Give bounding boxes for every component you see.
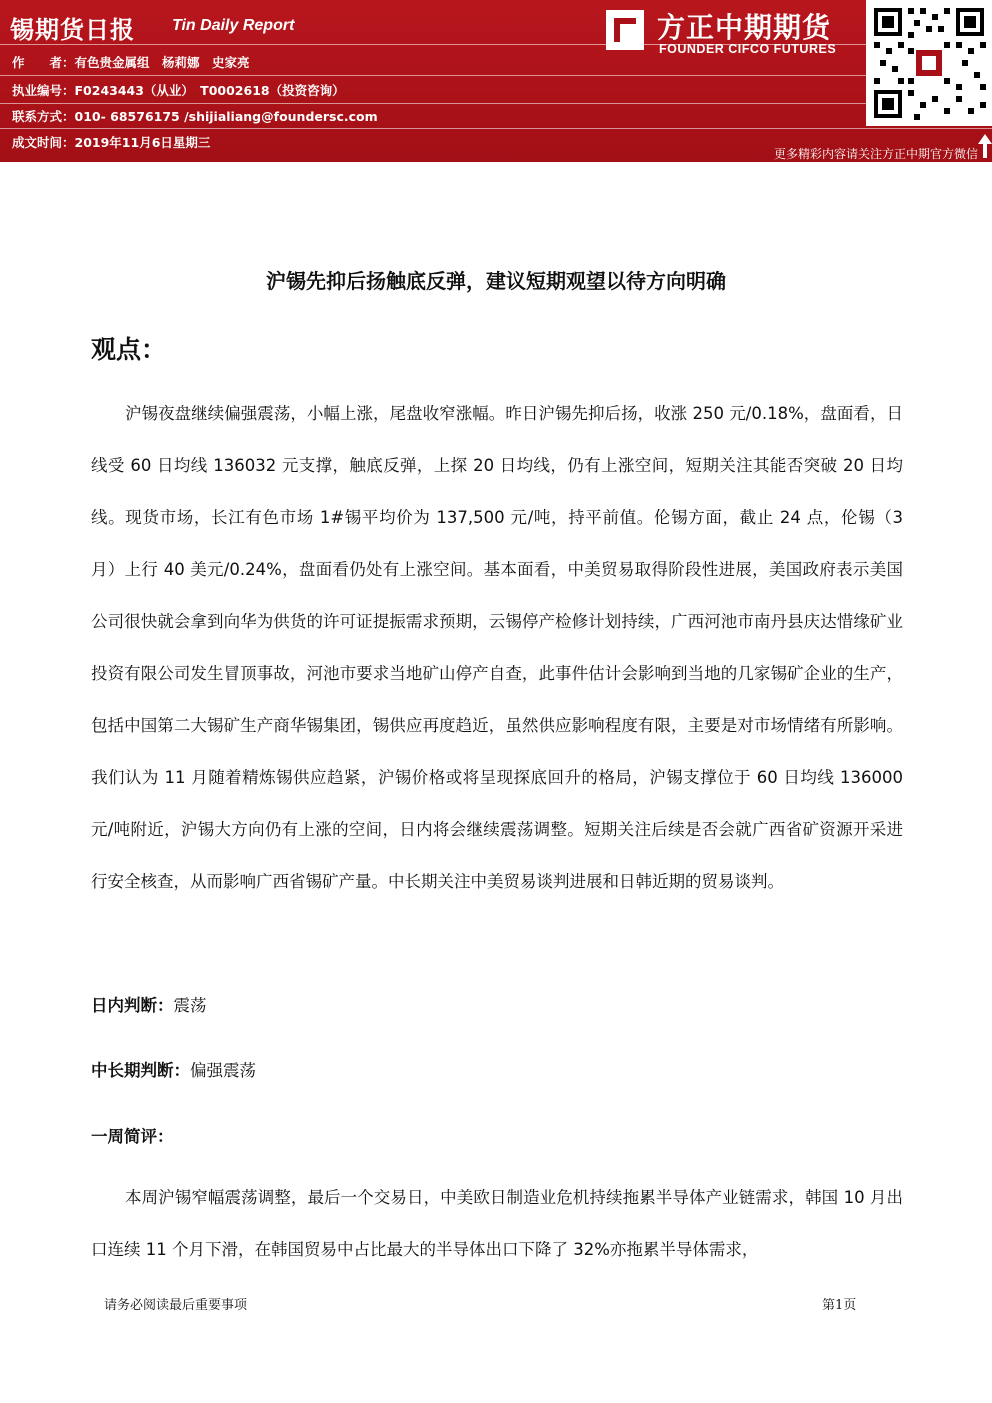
meta-key: 执业编号：	[12, 83, 75, 98]
meta-value: 2019年11月6日星期三	[74, 135, 211, 150]
founder-logo-icon	[604, 8, 646, 52]
meta-value: F0243443（从业） T0002618（投资咨询）	[74, 83, 345, 98]
report-title-cn: 锡期货日报	[10, 16, 135, 44]
report-header	[0, 0, 992, 162]
section-heading: 观点：	[91, 335, 167, 364]
report-title-en: Tin Daily Report	[172, 17, 295, 34]
longterm-label: 中长期判断：	[91, 1061, 190, 1080]
intraday-judgement	[91, 992, 207, 1016]
page-number: 第1页	[822, 1298, 857, 1313]
weekly-review-paragraph: 本周沪锡窄幅震荡调整，最后一个交易日，中美欧日制造业危机持续拖累半导体产业链需求，韩国 10 月出口连续 11 个月下滑，在韩国贸易中占比最大的半导体出口下降了 32%亦拖累半导体需求，	[91, 1188, 903, 1259]
header-divider	[0, 103, 992, 104]
meta-date	[12, 133, 210, 151]
meta-contact	[12, 107, 378, 125]
intraday-value: 震荡	[173, 996, 207, 1015]
qr-code-icon[interactable]	[866, 0, 992, 126]
footer-notice: 请务必阅读最后重要事项	[104, 1298, 248, 1313]
header-divider	[0, 128, 992, 129]
meta-authors	[12, 53, 250, 71]
meta-license	[12, 81, 345, 99]
longterm-value: 偏强震荡	[190, 1061, 256, 1080]
intraday-label: 日内判断：	[91, 996, 174, 1015]
meta-value: 010- 68576175 /shijialiang@foundersc.com	[74, 109, 378, 124]
brand-name-en: FOUNDER CIFCO FUTURES	[659, 42, 837, 56]
meta-key: 联系方式：	[12, 109, 75, 124]
weekly-review-heading	[91, 1123, 174, 1147]
arrow-up-icon	[978, 134, 992, 158]
header-divider	[0, 75, 992, 76]
meta-key: 作 者：	[12, 55, 75, 70]
follow-wechat-text: 更多精彩内容请关注方正中期官方微信	[773, 147, 978, 161]
meta-value: 有色贵金属组 杨莉娜 史家亮	[74, 55, 250, 70]
viewpoint-paragraph: 沪锡夜盘继续偏强震荡，小幅上涨，尾盘收窄涨幅。昨日沪锡先抑后扬，收涨 250 元/0.18%，盘面看，日线受 60 日均线 136032 元支撑，触底反弹，上探 20 日均线，仍有上涨空间，短期关注其能否突破 20 日均线。现货市场，长江有色市场 1#锡平均价为 137,500 元/吨，持平前值。伦锡方面，截止 24 点，伦锡（3 月）上行 40 美元/0.24%，盘面看仍处有上涨空间。基本面看，中美贸易取得阶段性进展，美国政府表示美国公司很快就会拿到向华为供货的许可证提振需求预期，云锡停产检修计划持续，广西河池市南丹县庆达惜缘矿业投资有限公司发生冒顶事故，河池市要求当地矿山停产自查，此事件估计会影响到当地的几家锡矿企业的生产，包括中国第二大锡矿生产商华锡集团，锡供应再度趋近，虽然供应影响程度有限，主要是对市场情绪有所影响。我们认为 11 月随着精炼锡供应趋紧，沪锡价格或将呈现探底回升的格局，沪锡支撑位于 60 日均线 136000 元/吨附近，沪锡大方向仍有上涨的空间，日内将会继续震荡调整。短期关注后续是否会就广西省矿资源开采进行安全核查，从而影响广西省锡矿产量。中长期关注中美贸易谈判进展和日韩近期的贸易谈判。	[91, 404, 903, 891]
longterm-judgement	[91, 1057, 256, 1081]
meta-key: 成文时间：	[12, 135, 75, 150]
document-title: 沪锡先抑后扬触底反弹，建议短期观望以待方向明确	[266, 269, 726, 293]
weekly-label: 一周简评：	[91, 1127, 174, 1146]
brand-name-cn: 方正中期期货	[657, 11, 832, 44]
header-divider	[0, 44, 992, 45]
